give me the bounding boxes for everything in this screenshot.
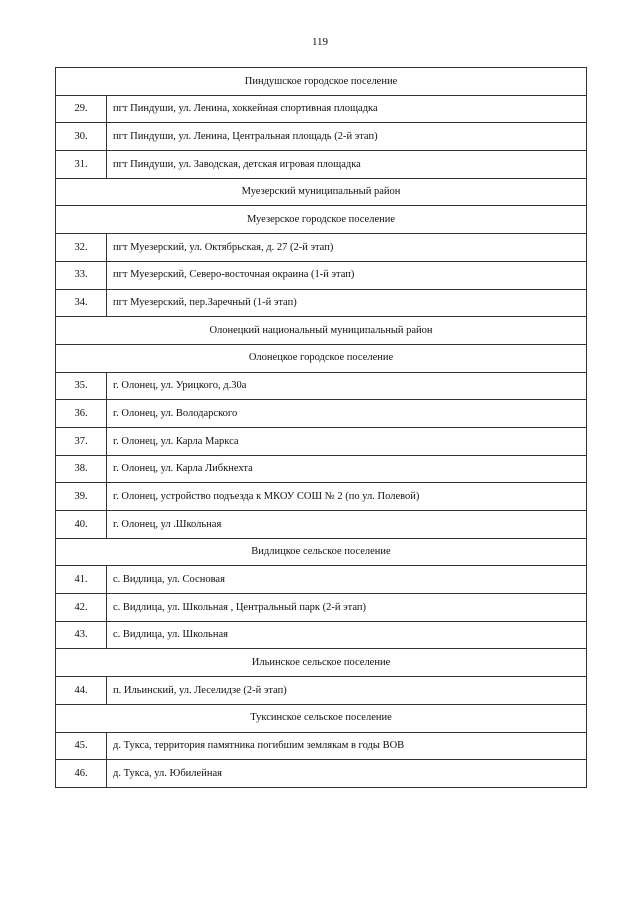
section-header: Олонецкий национальный муниципальный район <box>56 317 587 345</box>
row-address: пгт Пиндуши, ул. Заводская, детская игровая площадка <box>107 151 587 179</box>
section-header-row <box>56 649 587 677</box>
table-row <box>56 760 587 788</box>
row-number: 45. <box>56 732 107 760</box>
row-number: 32. <box>56 234 107 262</box>
table-row <box>56 621 587 649</box>
table-row <box>56 289 587 317</box>
row-address: пгт Муезерский, пер.Заречный (1-й этап) <box>107 289 587 317</box>
section-header-row <box>56 178 587 206</box>
table-row <box>56 427 587 455</box>
table-row <box>56 372 587 400</box>
row-address: д. Тукса, ул. Юбилейная <box>107 760 587 788</box>
row-address: с. Видлица, ул. Школьная , Центральный парк (2-й этап) <box>107 594 587 622</box>
row-number: 31. <box>56 151 107 179</box>
row-address: с. Видлица, ул. Сосновая <box>107 566 587 594</box>
row-number: 36. <box>56 400 107 428</box>
row-address: пгт Муезерский, ул. Октябрьская, д. 27 (2-й этап) <box>107 234 587 262</box>
table-row <box>56 566 587 594</box>
row-number: 44. <box>56 677 107 705</box>
row-number: 38. <box>56 455 107 483</box>
section-header-row <box>56 344 587 372</box>
table-row <box>56 95 587 123</box>
objects-table <box>55 67 587 788</box>
row-number: 29. <box>56 95 107 123</box>
section-header: Олонецкое городское поселение <box>56 344 587 372</box>
row-address: г. Олонец, ул. Карла Маркса <box>107 427 587 455</box>
section-header-row <box>56 206 587 234</box>
section-header-row <box>56 68 587 96</box>
row-address: г. Олонец, ул. Володарского <box>107 400 587 428</box>
table-row <box>56 732 587 760</box>
page-number: 119 <box>311 36 329 48</box>
section-header-row <box>56 704 587 732</box>
table-body <box>56 68 587 788</box>
row-address: г. Олонец, ул. Карла Либкнехта <box>107 455 587 483</box>
row-number: 46. <box>56 760 107 788</box>
section-header-row <box>56 317 587 345</box>
section-header: Муезерский муниципальный район <box>56 178 587 206</box>
table-row <box>56 123 587 151</box>
table-row <box>56 483 587 511</box>
row-number: 30. <box>56 123 107 151</box>
row-number: 34. <box>56 289 107 317</box>
row-number: 35. <box>56 372 107 400</box>
row-number: 40. <box>56 511 107 539</box>
row-address: д. Тукса, территория памятника погибшим землякам в годы ВОВ <box>107 732 587 760</box>
row-address: с. Видлица, ул. Школьная <box>107 621 587 649</box>
row-address: пгт Пиндуши, ул. Ленина, Центральная площадь (2-й этап) <box>107 123 587 151</box>
row-address: г. Олонец, ул. Урицкого, д.30а <box>107 372 587 400</box>
row-number: 41. <box>56 566 107 594</box>
section-header: Туксинское сельское поселение <box>56 704 587 732</box>
row-address: п. Ильинский, ул. Леселидзе (2-й этап) <box>107 677 587 705</box>
table-row <box>56 594 587 622</box>
table-row <box>56 677 587 705</box>
table-row <box>56 455 587 483</box>
row-number: 43. <box>56 621 107 649</box>
table-row <box>56 151 587 179</box>
row-number: 39. <box>56 483 107 511</box>
table-row <box>56 511 587 539</box>
row-address: пгт Муезерский, Северо-восточная окраина (1-й этап) <box>107 261 587 289</box>
row-address: г. Олонец, устройство подъезда к МКОУ СОШ № 2 (по ул. Полевой) <box>107 483 587 511</box>
row-number: 37. <box>56 427 107 455</box>
row-number: 42. <box>56 594 107 622</box>
section-header: Муезерское городское поселение <box>56 206 587 234</box>
row-address: пгт Пиндуши, ул. Ленина, хоккейная спортивная площадка <box>107 95 587 123</box>
section-header: Видлицкое сельское поселение <box>56 538 587 566</box>
table-row <box>56 261 587 289</box>
section-header: Пиндушское городское поселение <box>56 68 587 96</box>
row-address: г. Олонец, ул .Школьная <box>107 511 587 539</box>
section-header-row <box>56 538 587 566</box>
table-row <box>56 400 587 428</box>
section-header: Ильинское сельское поселение <box>56 649 587 677</box>
row-number: 33. <box>56 261 107 289</box>
table-row <box>56 234 587 262</box>
